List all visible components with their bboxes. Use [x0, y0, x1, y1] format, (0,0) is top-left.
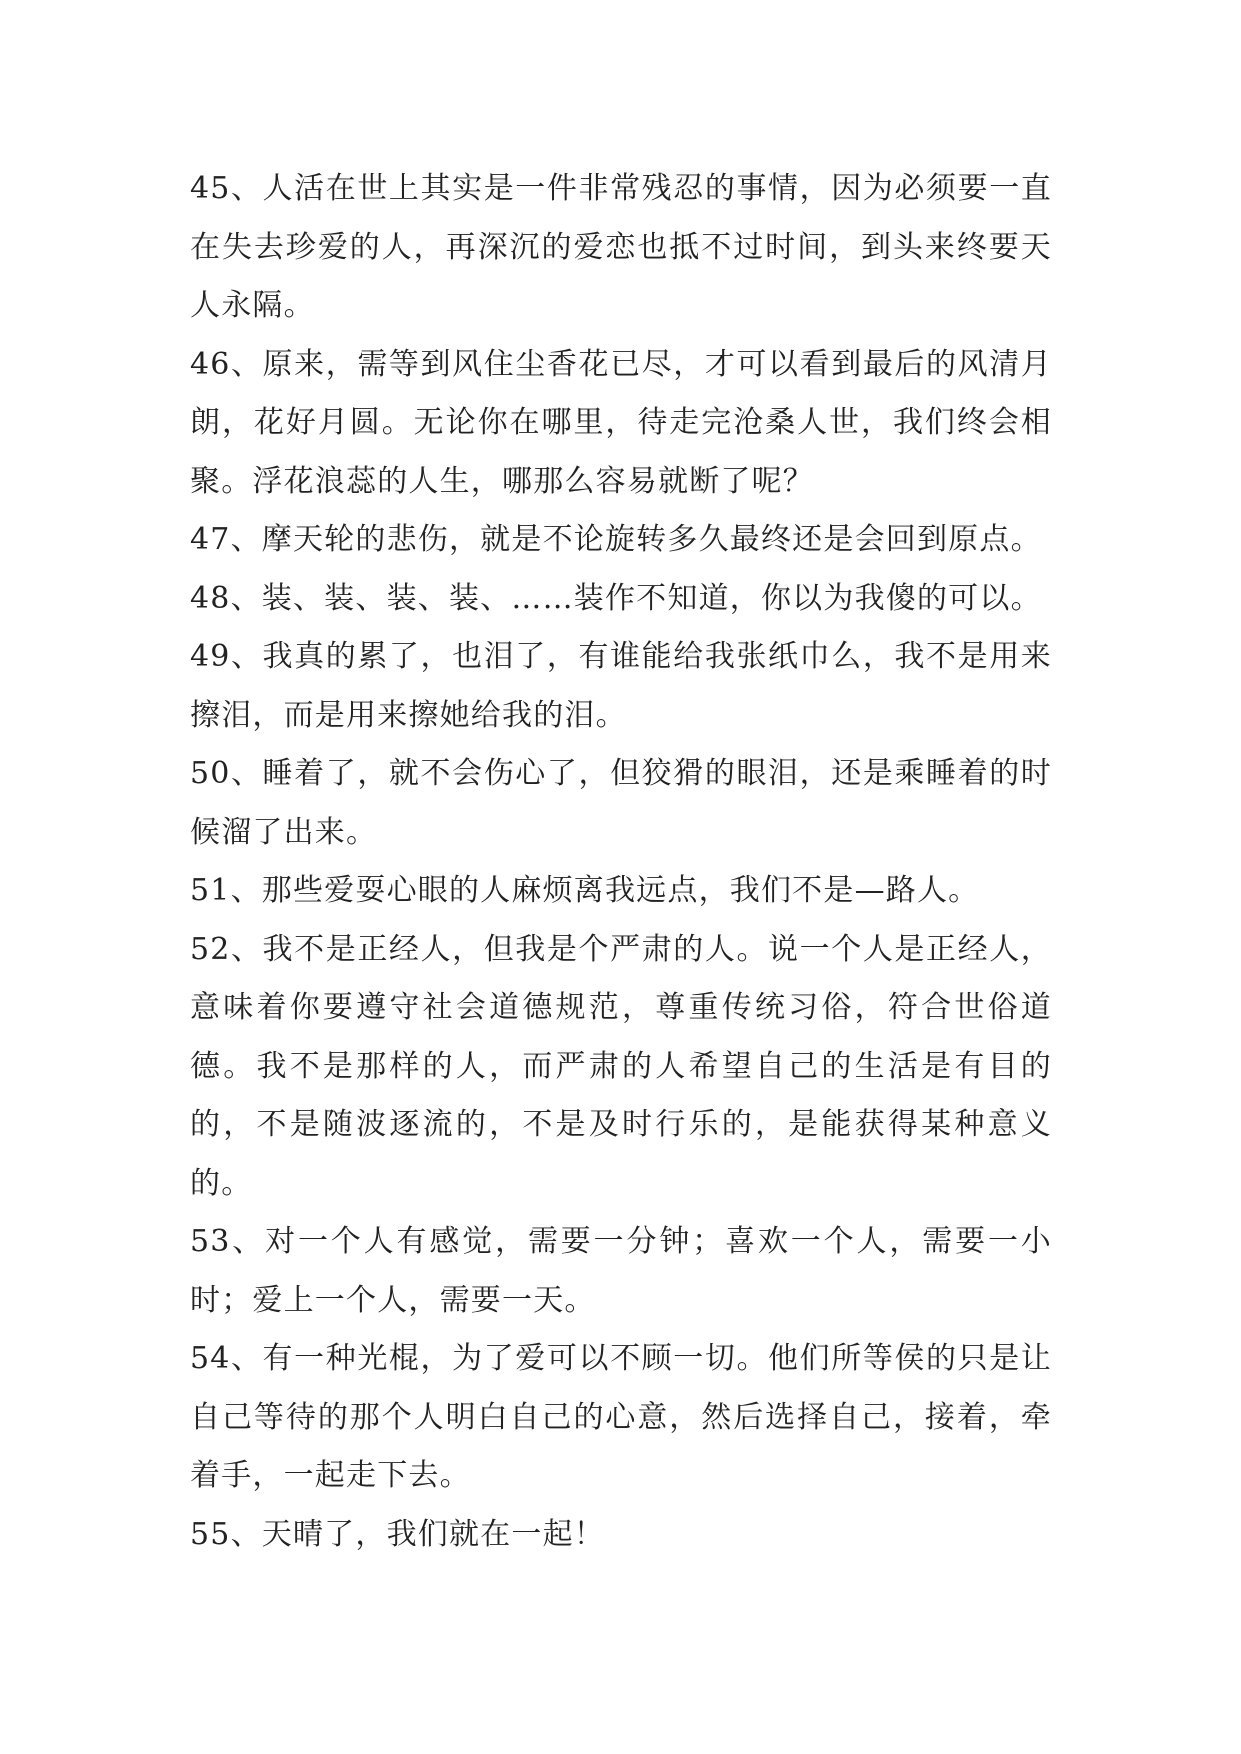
paragraph-45: 45、人活在世上其实是一件非常残忍的事情，因为必须要一直在失去珍爱的人，再深沉的爱恋也抵不过时间，到头来终要天人永隔。: [190, 171, 1052, 323]
paragraph-53: 53、对一个人有感觉，需要一分钟；喜欢一个人，需要一小时；爱上一个人，需要一天。: [190, 1224, 1052, 1318]
paragraph-48: 48、装、装、装、装、……装作不知道，你以为我傻的可以。: [190, 580, 1042, 616]
paragraph-49: 49、我真的累了，也泪了，有谁能给我张纸巾么，我不是用来擦泪，而是用来擦她给我的泪。: [190, 639, 1052, 733]
paragraph-54: 54、有一种光棍，为了爱可以不顾一切。他们所等侯的只是让自己等待的那个人明白自己的心意，然后选择自己，接着，牵着手，一起走下去。: [190, 1341, 1052, 1493]
paragraph-46: 46、原来，需等到风住尘香花已尽，才可以看到最后的风清月朗，花好月圆。无论你在哪里，待走完沧桑人世，我们终会相聚。浮花浪蕊的人生，哪那么容易就断了呢？: [190, 346, 1052, 499]
paragraph-47: 47、摩天轮的悲伤，就是不论旋转多久最终还是会回到原点。: [190, 522, 1042, 557]
document-body: [190, 160, 1052, 1564]
paragraph-50: 50、睡着了，就不会伤心了，但狡猾的眼泪，还是乘睡着的时候溜了出来。: [190, 756, 1052, 850]
paragraph-52: 52、我不是正经人，但我是个严肃的人。说一个人是正经人，意味着你要遵守社会道德规范，尊重传统习俗，符合世俗道德。我不是那样的人，而严肃的人希望自己的生活是有目的的，不是随波逐流的，不是及时行乐的，是能获得某种意义的。: [190, 931, 1052, 1201]
paragraph-55: 55、天晴了，我们就在一起！: [190, 1516, 605, 1552]
paragraph-51: 51、那些爱耍心眼的人麻烦离我远点，我们不是—路人。: [190, 873, 980, 908]
